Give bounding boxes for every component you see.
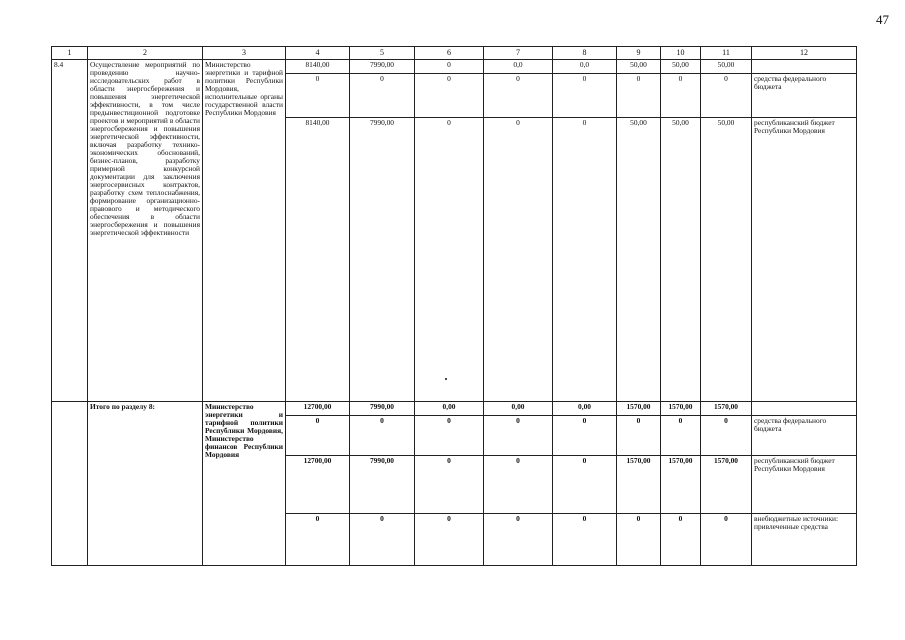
value-cell: 0 — [553, 514, 617, 566]
funding-source: республиканский бюджет Республики Мордовия — [752, 118, 857, 402]
value-cell: 0 — [415, 74, 484, 118]
value-cell: 0 — [701, 74, 752, 118]
value-cell: 7990,00 — [350, 456, 415, 514]
page-number: 47 — [876, 12, 889, 27]
value-cell: 0 — [661, 416, 701, 456]
column-number-row — [52, 47, 857, 60]
column-number: 5 — [350, 47, 415, 60]
column-number: 3 — [203, 47, 286, 60]
value-cell: 0 — [701, 514, 752, 566]
column-number: 9 — [617, 47, 661, 60]
value-cell: 8140,00 — [286, 118, 350, 402]
value-cell: 0,00 — [484, 402, 553, 416]
value-cell: 1570,00 — [701, 456, 752, 514]
column-number: 7 — [484, 47, 553, 60]
value-cell: 0 — [617, 416, 661, 456]
value-cell: 1570,00 — [661, 456, 701, 514]
funding-source: средства федерального бюджета — [752, 74, 857, 118]
value-cell: 0 — [661, 514, 701, 566]
value-cell: 7990,00 — [350, 118, 415, 402]
value-cell: 12700,00 — [286, 456, 350, 514]
value-cell: 0 — [553, 118, 617, 402]
value-cell: 0 — [617, 74, 661, 118]
value-cell: 0,00 — [415, 402, 484, 416]
table-row — [52, 402, 857, 416]
funding-source: внебюджетные источники: привлеченные средства — [752, 514, 857, 566]
value-cell: 0,0 — [484, 60, 553, 74]
value-cell: 0 — [661, 74, 701, 118]
value-cell: 50,00 — [701, 118, 752, 402]
value-cell: 0 — [415, 416, 484, 456]
item-description: Осуществление мероприятий по проведению научно-исследовательских работ в области энергосбережения и повышения энергетической эффективности, в том числе предынвестиционной подготовке проектов и мероприятий в области энергосбережения и повышения энергетической эффективности, включая разработку технико-экономических обоснований, бизнес-планов, разработку примерной конкурсной документации для заключения энергосервисных контрактов, разработку схем теплоснабжения, формирование организационно-правового и методического обеспечения в области энергосбережения и повышения энергетической эффективности — [88, 60, 203, 402]
scan-speck — [445, 378, 447, 380]
value-cell: 1570,00 — [701, 402, 752, 416]
column-number: 11 — [701, 47, 752, 60]
value-cell: 50,00 — [617, 118, 661, 402]
value-cell: 0 — [553, 416, 617, 456]
column-number: 4 — [286, 47, 350, 60]
funding-source: средства федерального бюджета — [752, 416, 857, 456]
value-cell: 12700,00 — [286, 402, 350, 416]
item-number: 8.4 — [52, 60, 88, 402]
column-number: 12 — [752, 47, 857, 60]
value-cell: 0 — [415, 514, 484, 566]
value-cell: 0 — [484, 514, 553, 566]
value-cell: 0,00 — [553, 402, 617, 416]
value-cell: 0 — [286, 514, 350, 566]
value-cell: 0 — [553, 456, 617, 514]
column-number: 8 — [553, 47, 617, 60]
value-cell: 8140,00 — [286, 60, 350, 74]
value-cell: 0 — [415, 456, 484, 514]
value-cell: 50,00 — [701, 60, 752, 74]
value-cell: 0 — [484, 118, 553, 402]
total-number-cell — [52, 402, 88, 566]
value-cell: 0 — [484, 416, 553, 456]
value-cell: 0 — [484, 74, 553, 118]
total-executor: Министерство энергетики и тарифной политики Республики Мордовия, Министерство финансов Республики Мордовия — [203, 402, 286, 566]
funding-source — [752, 60, 857, 74]
value-cell: 0 — [617, 514, 661, 566]
value-cell: 0,0 — [553, 60, 617, 74]
value-cell: 50,00 — [617, 60, 661, 74]
column-number: 2 — [88, 47, 203, 60]
value-cell: 50,00 — [661, 118, 701, 402]
value-cell: 0 — [415, 118, 484, 402]
value-cell: 0 — [350, 416, 415, 456]
value-cell: 0 — [484, 456, 553, 514]
value-cell: 0 — [701, 416, 752, 456]
program-table — [51, 46, 857, 566]
total-label: Итого по разделу 8: — [88, 402, 203, 566]
column-number: 1 — [52, 47, 88, 60]
table-row — [52, 60, 857, 74]
value-cell: 1570,00 — [617, 402, 661, 416]
column-number: 10 — [661, 47, 701, 60]
funding-source: республиканский бюджет Республики Мордовия — [752, 456, 857, 514]
value-cell: 0 — [286, 74, 350, 118]
value-cell: 0 — [286, 416, 350, 456]
item-executor: Министерство энергетики и тарифной политики Республики Мордовия, исполнительные органы государственной власти Республики Мордовия — [203, 60, 286, 402]
column-number: 6 — [415, 47, 484, 60]
value-cell: 0 — [350, 74, 415, 118]
value-cell: 1570,00 — [661, 402, 701, 416]
value-cell: 1570,00 — [617, 456, 661, 514]
funding-source — [752, 402, 857, 416]
value-cell: 50,00 — [661, 60, 701, 74]
value-cell: 7990,00 — [350, 402, 415, 416]
value-cell: 0 — [350, 514, 415, 566]
value-cell: 7990,00 — [350, 60, 415, 74]
value-cell: 0 — [415, 60, 484, 74]
value-cell: 0 — [553, 74, 617, 118]
